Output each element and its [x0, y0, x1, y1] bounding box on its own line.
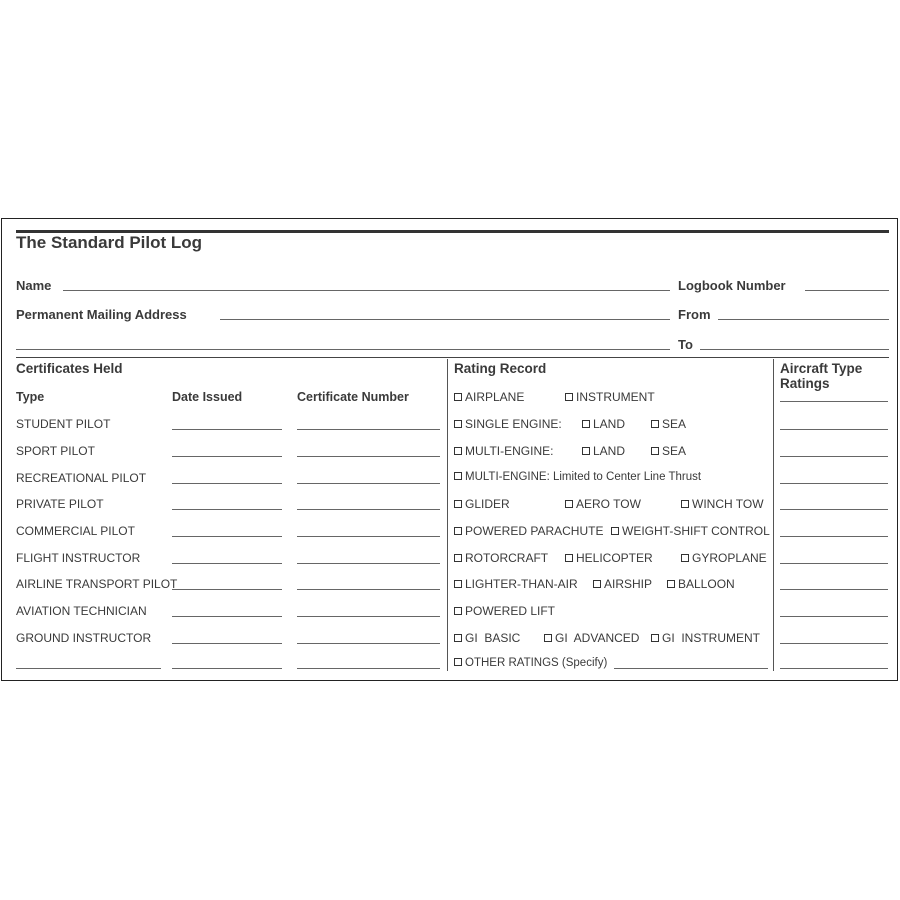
cert-number-field[interactable] — [297, 616, 440, 617]
to-field[interactable] — [700, 349, 889, 350]
aircraft-type-field[interactable] — [780, 429, 888, 430]
aircraft-heading-line1: Aircraft Type — [780, 361, 863, 376]
logbook-number-label: Logbook Number — [678, 278, 786, 293]
multi-engine-clt-checkbox[interactable]: MULTI-ENGINE: Limited to Center Line Thrust — [454, 471, 701, 483]
checkbox-icon[interactable] — [454, 447, 462, 455]
address-label: Permanent Mailing Address — [16, 307, 187, 322]
checkbox-icon[interactable] — [681, 500, 689, 508]
cert-type-student-pilot: STUDENT PILOT — [16, 417, 111, 431]
aircraft-type-field[interactable] — [780, 616, 888, 617]
date-field[interactable] — [172, 536, 282, 537]
aircraft-heading-line2: Ratings — [780, 376, 830, 391]
checkbox-icon[interactable] — [582, 420, 590, 428]
name-field[interactable] — [63, 290, 670, 291]
date-field[interactable] — [172, 429, 282, 430]
aircraft-type-heading — [780, 361, 862, 391]
certificates-heading: Certificates Held — [16, 361, 123, 376]
cert-type-commercial-pilot: COMMERCIAL PILOT — [16, 524, 135, 538]
cert-type-sport-pilot: SPORT PILOT — [16, 444, 95, 458]
gi-advanced-checkbox[interactable]: GI ADVANCED — [544, 631, 639, 645]
cert-number-field[interactable] — [297, 456, 440, 457]
date-field[interactable] — [172, 483, 282, 484]
helicopter-checkbox[interactable]: HELICOPTER — [565, 551, 653, 565]
checkbox-icon[interactable] — [651, 634, 659, 642]
aircraft-type-field[interactable] — [780, 536, 888, 537]
checkbox-icon[interactable] — [454, 527, 462, 535]
checkbox-icon[interactable] — [454, 393, 462, 401]
cert-number-field[interactable] — [297, 589, 440, 590]
checkbox-icon[interactable] — [454, 420, 462, 428]
checkbox-icon[interactable] — [454, 634, 462, 642]
cert-number-field[interactable] — [297, 563, 440, 564]
divider-rating-aircraft — [773, 359, 774, 671]
checkbox-icon[interactable] — [454, 554, 462, 562]
checkbox-icon[interactable] — [565, 500, 573, 508]
aircraft-type-field[interactable] — [780, 456, 888, 457]
checkbox-icon[interactable] — [667, 580, 675, 588]
gi-instrument-checkbox[interactable]: GI INSTRUMENT — [651, 631, 760, 645]
cert-type-flight-instructor: FLIGHT INSTRUCTOR — [16, 551, 141, 565]
checkbox-icon[interactable] — [454, 472, 462, 480]
other-ratings-checkbox[interactable]: OTHER RATINGS (Specify) — [454, 657, 607, 669]
address-field-1[interactable] — [220, 319, 670, 320]
checkbox-icon[interactable] — [611, 527, 619, 535]
cert-type-private-pilot: PRIVATE PILOT — [16, 497, 104, 511]
cert-type-recreational-pilot: RECREATIONAL PILOT — [16, 471, 147, 485]
gyroplane-checkbox[interactable]: GYROPLANE — [681, 551, 767, 565]
multi-engine-land-checkbox[interactable]: LAND — [582, 444, 625, 458]
other-cert-type-field[interactable] — [16, 668, 161, 669]
section-rule — [16, 357, 889, 358]
checkbox-icon[interactable] — [454, 607, 462, 615]
col-type-header: Type — [16, 390, 45, 404]
aircraft-type-field[interactable] — [780, 668, 888, 669]
col-date-header: Date Issued — [172, 390, 243, 404]
rating-heading: Rating Record — [454, 361, 547, 376]
date-field[interactable] — [172, 668, 282, 669]
aircraft-type-field[interactable] — [780, 483, 888, 484]
single-engine-sea-checkbox[interactable]: SEA — [651, 417, 686, 431]
checkbox-icon[interactable] — [454, 500, 462, 508]
balloon-checkbox[interactable]: BALLOON — [667, 577, 735, 591]
gi-basic-checkbox[interactable]: GI BASIC — [454, 631, 520, 645]
instrument-checkbox[interactable]: INSTRUMENT — [565, 390, 655, 404]
checkbox-icon[interactable] — [681, 554, 689, 562]
divider-certificates-rating — [447, 359, 448, 671]
cert-number-field[interactable] — [297, 509, 440, 510]
date-field[interactable] — [172, 509, 282, 510]
address-field-2[interactable] — [16, 349, 670, 350]
single-engine-land-checkbox[interactable]: LAND — [582, 417, 625, 431]
cert-type-airline-transport-pilot: AIRLINE TRANSPORT PILOT — [16, 577, 178, 591]
checkbox-icon[interactable] — [582, 447, 590, 455]
date-field[interactable] — [172, 456, 282, 457]
glider-checkbox[interactable]: GLIDER — [454, 497, 510, 511]
cert-number-field[interactable] — [297, 483, 440, 484]
to-label: To — [678, 337, 693, 352]
col-number-header: Certificate Number — [297, 390, 409, 404]
cert-type-aviation-technician: AVIATION TECHNICIAN — [16, 604, 147, 618]
multi-engine-checkbox[interactable]: MULTI-ENGINE: — [454, 444, 553, 458]
multi-engine-sea-checkbox[interactable]: SEA — [651, 444, 686, 458]
airship-checkbox[interactable]: AIRSHIP — [593, 577, 652, 591]
cert-number-field[interactable] — [297, 668, 440, 669]
checkbox-icon[interactable] — [454, 658, 462, 666]
name-label: Name — [16, 278, 52, 293]
other-ratings-field[interactable] — [614, 668, 768, 669]
aircraft-type-field[interactable] — [780, 563, 888, 564]
date-field[interactable] — [172, 643, 282, 644]
pilot-log-card — [1, 218, 898, 681]
rotorcraft-checkbox[interactable]: ROTORCRAFT — [454, 551, 548, 565]
checkbox-icon[interactable] — [544, 634, 552, 642]
date-field[interactable] — [172, 616, 282, 617]
checkbox-icon[interactable] — [651, 447, 659, 455]
checkbox-icon[interactable] — [565, 554, 573, 562]
aircraft-type-field[interactable] — [780, 643, 888, 644]
weight-shift-control-checkbox[interactable]: WEIGHT-SHIFT CONTROL — [611, 524, 770, 538]
winch-tow-checkbox[interactable]: WINCH TOW — [681, 497, 764, 511]
logbook-number-field[interactable] — [805, 290, 889, 291]
cert-number-field[interactable] — [297, 536, 440, 537]
checkbox-icon[interactable] — [454, 580, 462, 588]
cert-number-field[interactable] — [297, 429, 440, 430]
lighter-than-air-checkbox[interactable]: LIGHTER-THAN-AIR — [454, 577, 578, 591]
aircraft-type-field[interactable] — [780, 589, 888, 590]
aero-tow-checkbox[interactable]: AERO TOW — [565, 497, 641, 511]
airplane-checkbox[interactable]: AIRPLANE — [454, 390, 524, 404]
date-field[interactable] — [172, 589, 282, 590]
checkbox-icon[interactable] — [593, 580, 601, 588]
checkbox-icon[interactable] — [651, 420, 659, 428]
aircraft-type-field[interactable] — [780, 509, 888, 510]
date-field[interactable] — [172, 563, 282, 564]
single-engine-checkbox[interactable]: SINGLE ENGINE: — [454, 417, 562, 431]
from-label: From — [678, 307, 711, 322]
powered-parachute-checkbox[interactable]: POWERED PARACHUTE — [454, 524, 603, 538]
aircraft-type-field[interactable] — [780, 401, 888, 402]
form-title: The Standard Pilot Log — [16, 233, 203, 252]
cert-type-ground-instructor: GROUND INSTRUCTOR — [16, 631, 152, 645]
cert-number-field[interactable] — [297, 643, 440, 644]
from-field[interactable] — [718, 319, 889, 320]
powered-lift-checkbox[interactable]: POWERED LIFT — [454, 604, 555, 618]
checkbox-icon[interactable] — [565, 393, 573, 401]
